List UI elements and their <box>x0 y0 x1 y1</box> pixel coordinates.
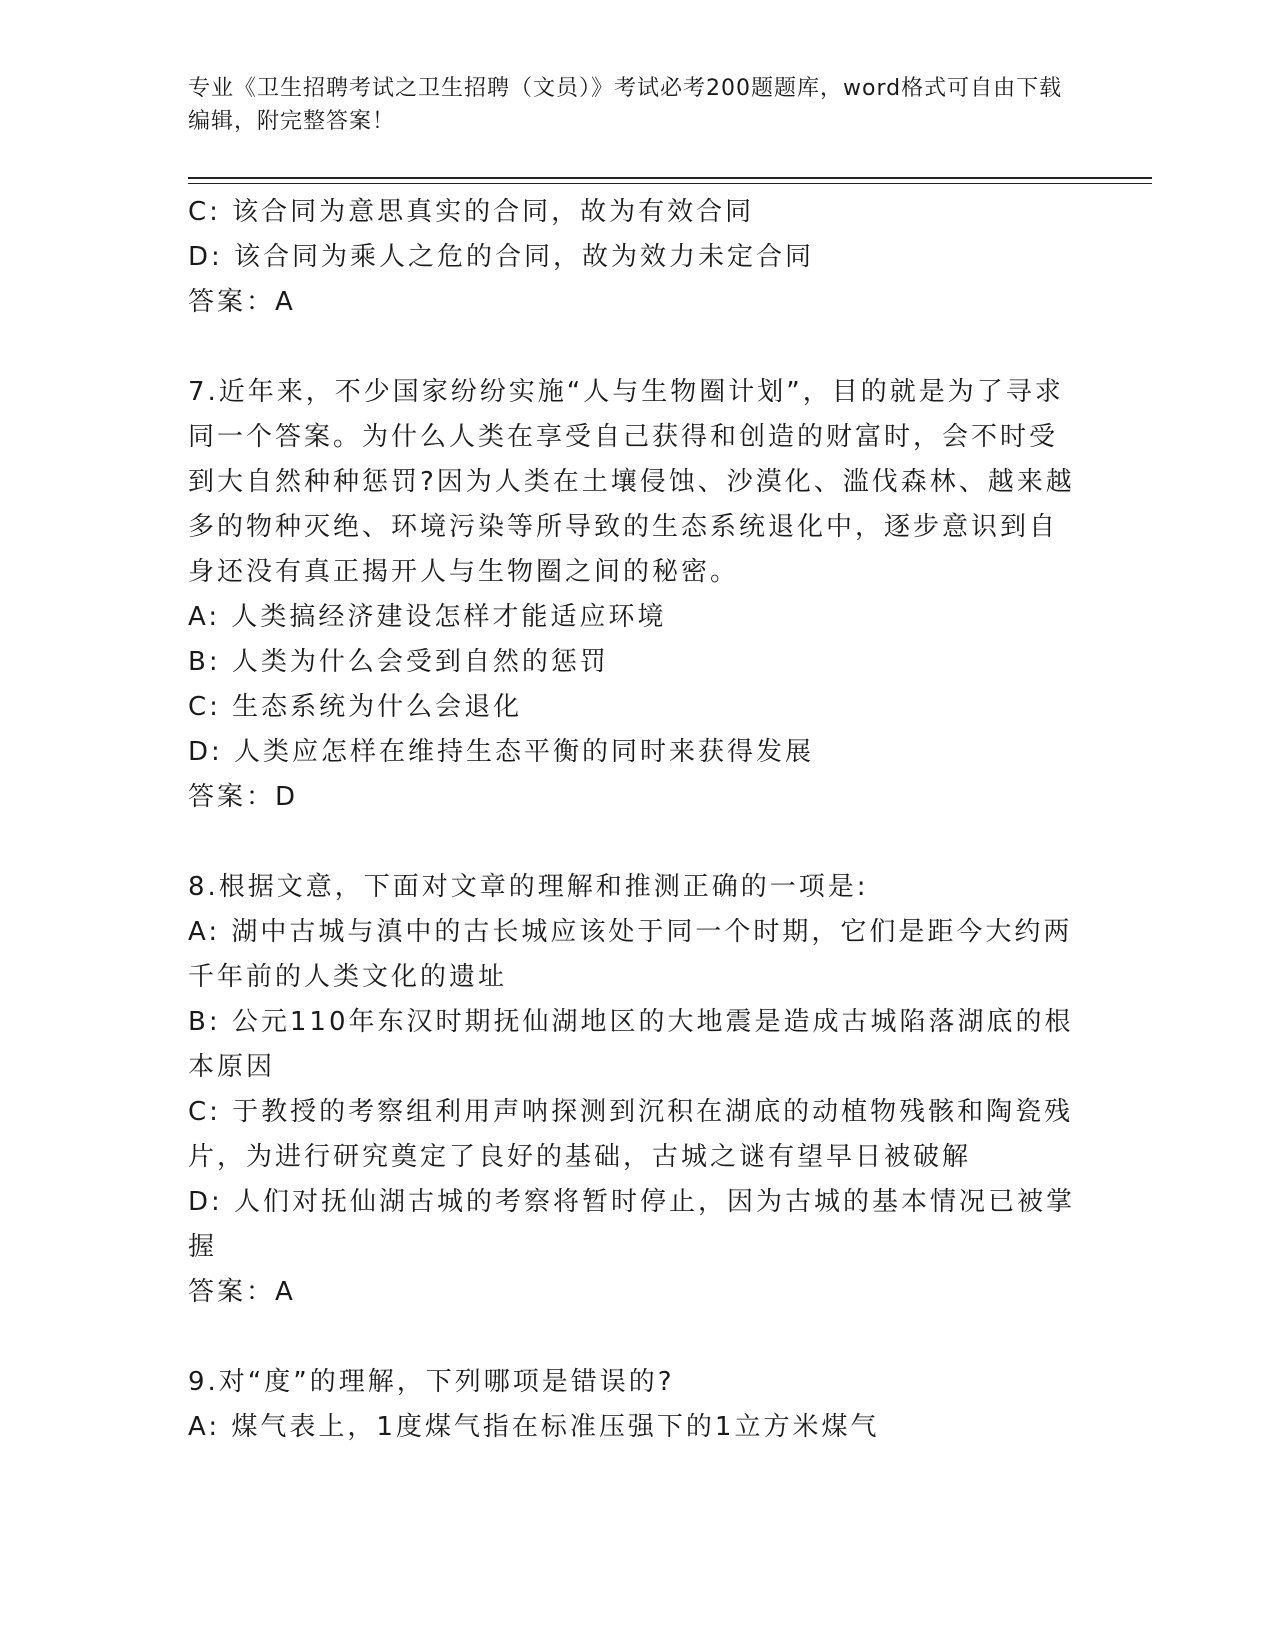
question-8 <box>188 865 1078 1315</box>
option-c: C: 该合同为意思真实的合同，故为有效合同 <box>188 197 755 227</box>
option-a: A: 人类搞经济建设怎样才能适应环境 <box>188 602 667 632</box>
question-9 <box>188 1360 1078 1450</box>
option-d: D: 该合同为乘人之危的合同，故为效力未定合同 <box>188 242 815 272</box>
document-body <box>188 190 1078 1450</box>
option-b: B: 人类为什么会受到自然的惩罚 <box>188 647 609 677</box>
question-stem: 7.近年来，不少国家纷纷实施“人与生物圈计划”，目的就是为了寻求同一个答案。为什么人类在享受自己获得和创造的财富时，会不时受到大自然种种惩罚?因为人类在土壤侵蚀、沙漠化、滥伐森林、越来越多的物种灭绝、环境污染等所导致的生态系统退化中，逐步意识到自身还没有真正揭开人与生物圈之间的秘密。 <box>188 377 1075 587</box>
option-c: C: 于教授的考察组利用声呐探测到沉积在湖底的动植物残骸和陶瓷残片，为进行研究奠定了良好的基础，古城之谜有望早日被破解 <box>188 1097 1074 1172</box>
option-d: D: 人们对抚仙湖古城的考察将暂时停止，因为古城的基本情况已被掌握 <box>188 1187 1076 1262</box>
question-stem: 9.对“度”的理解，下列哪项是错误的? <box>188 1367 675 1397</box>
option-a: A: 湖中古城与滇中的古长城应该处于同一个时期，它们是距今大约两千年前的人类文化的遗址 <box>188 917 1073 992</box>
header-divider-thick <box>188 177 1152 179</box>
question-7 <box>188 370 1078 820</box>
question-6-fragment <box>188 190 1078 325</box>
page-header: 专业《卫生招聘考试之卫生招聘（文员）》考试必考200题题库，word格式可自由下载编辑，附完整答案！ <box>188 76 1063 134</box>
option-a: A: 煤气表上，1度煤气指在标准压强下的1立方米煤气 <box>188 1412 880 1442</box>
answer-line: 答案：D <box>188 782 299 812</box>
answer-line: 答案：A <box>188 287 296 317</box>
header-divider-thin <box>188 183 1152 184</box>
answer-line: 答案：A <box>188 1277 296 1307</box>
option-b: B: 公元110年东汉时期抚仙湖地区的大地震是造成古城陷落湖底的根本原因 <box>188 1007 1074 1082</box>
option-c: C: 生态系统为什么会退化 <box>188 692 523 722</box>
option-d: D: 人类应怎样在维持生态平衡的同时来获得发展 <box>188 737 815 767</box>
question-stem: 8.根据文意，下面对文章的理解和推测正确的一项是: <box>188 872 869 902</box>
